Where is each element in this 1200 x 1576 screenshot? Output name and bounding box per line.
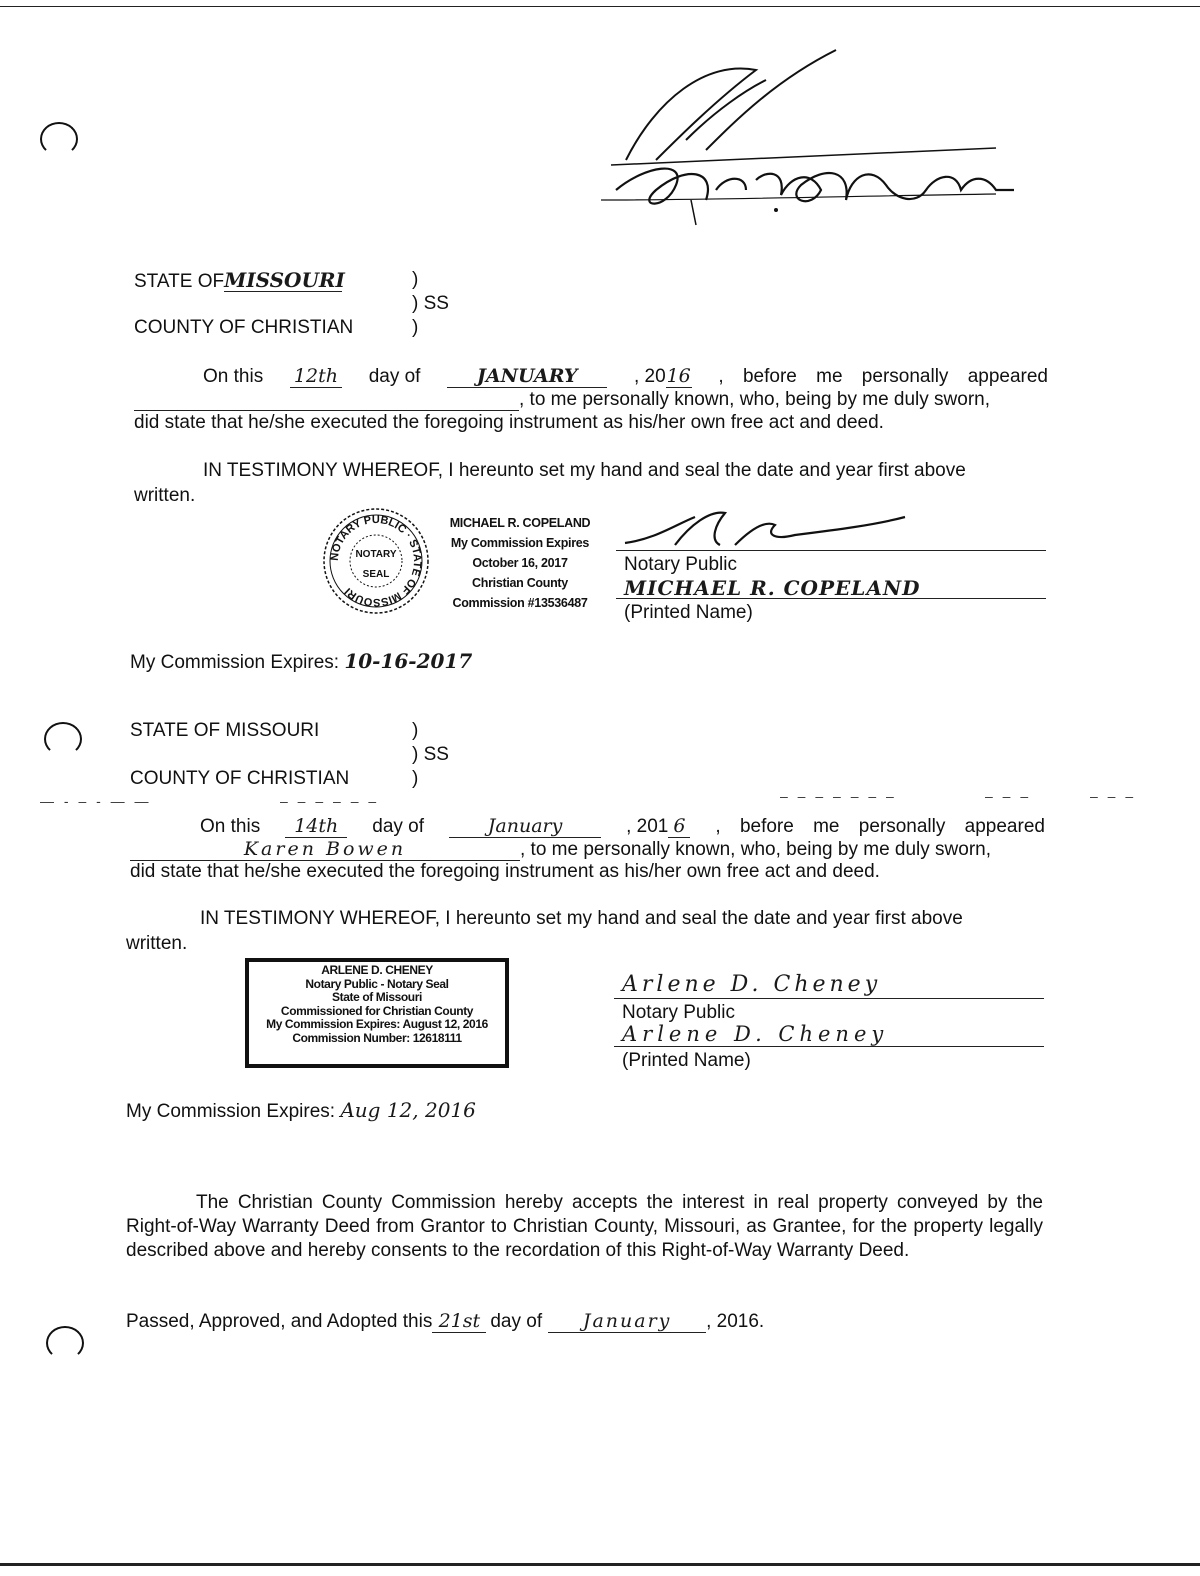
on-this-text: On this [200,816,261,837]
stamp-line: Notary Public - Notary Seal [305,976,449,991]
county-label: COUNTY OF CHRISTIAN [134,317,354,338]
printed-name-line [616,598,1046,599]
day-of-text: day of [368,366,421,387]
signature-line [616,550,1046,551]
on-this-text: On this [203,366,264,387]
month-handwritten: January [449,815,601,838]
seal-info-line: Commission #13536487 [452,596,588,610]
signature-line [614,998,1044,999]
state-handwritten: MISSOURI [224,268,345,292]
commission-label: My Commission Expires: [126,1101,336,1122]
notary2-signature-handwritten: Arlene D. Cheney [622,972,882,997]
written-text: written. [126,933,188,954]
bottom-border [0,1563,1200,1566]
seal-info-line: October 16, 2017 [472,556,568,570]
commission-expires-2 [126,1099,476,1123]
punch-hole-icon [40,122,78,156]
notary-public-label: Notary Public [622,1002,735,1023]
executed-text: did state that he/she executed the foregoing instrument as his/her own free act and deed. [134,412,884,433]
executed-text: did state that he/she executed the foregoing instrument as his/her own free act and deed. [130,861,880,882]
scan-artifact: – – – [1090,788,1137,804]
notary-public-label: Notary Public [624,554,737,575]
printed-name-label: (Printed Name) [622,1050,751,1071]
commission-label: My Commission Expires: [130,652,340,673]
punch-hole-icon [46,1326,84,1360]
top-border [0,6,1200,7]
notary1-signature [615,505,915,555]
passed-day-handwritten: 21st [432,1310,486,1333]
punch-hole-icon [44,722,82,756]
passed-line [126,1310,764,1333]
day-of-text: day of [372,816,425,837]
scan-artifact: – – – [985,788,1032,804]
notary-stamp [245,958,509,1068]
appeared-name-handwritten: Karen Bowen [130,838,520,861]
passed-day-of: day of [490,1311,543,1332]
year-prefix: , 201 [626,816,669,837]
year-handwritten: 16 [666,365,691,387]
passed-prefix: Passed, Approved, and Adopted this [126,1311,433,1332]
day-handwritten: 14th [285,815,347,838]
scan-artifact: – – – – – – – [780,788,897,804]
paren: ) [412,720,419,741]
appeared-name-field [134,410,519,411]
seal-info-line: Christian County [472,576,568,590]
testimony-text: IN TESTIMONY WHEREOF, I hereunto set my hand and seal the date and year first above [203,460,966,481]
acceptance-paragraph: The Christian County Commission hereby accepts the interest in real property conveyed by the Right-of-Way Warranty Deed from Grantor to Christian County, Missouri, as Grantee, for the property legally described above and hereby consents to the recordation of this Right-of-Way Warranty Deed. [126,1192,1043,1261]
passed-suffix: , 2016. [706,1311,765,1332]
notary-seal-round [320,505,432,617]
known-text: , to me personally known, who, being by me duly sworn, [520,839,992,860]
county-label: COUNTY OF CHRISTIAN [130,768,350,789]
month-handwritten: JANUARY [447,365,607,388]
stamp-line: ARLENE D. CHENEY [321,963,433,977]
stamp-line: Commissioned for Christian County [280,1003,474,1018]
seal-info-line: MICHAEL R. COPELAND [449,516,591,530]
seal-center-seal: SEAL [362,569,390,580]
commission-value-handwritten: Aug 12, 2016 [340,1098,476,1122]
paren: ) [412,768,419,789]
state-of-text: STATE OF [134,271,225,292]
ss-label: ) SS [412,293,449,314]
before-text: , before me personally appeared [718,366,1048,387]
paren: ) [412,269,419,290]
signature-top [596,40,1016,230]
before-text: , before me personally appeared [715,816,1045,837]
notary2-line2 [130,838,1045,861]
scan-artifact: – – – – – – [280,793,380,809]
year-handwritten: 6 [668,815,690,838]
printed-name-handwritten: MICHAEL R. COPELAND [624,576,921,600]
state-label [134,268,345,293]
stamp-line: State of Missouri [332,990,422,1004]
testimony-text: IN TESTIMONY WHEREOF, I hereunto set my hand and seal the date and year first above [200,908,963,929]
notary1-line1 [203,365,1048,388]
year-prefix: , 20 [633,366,666,387]
printed-name-line [614,1046,1044,1047]
seal-info-line: My Commission Expires [450,536,590,550]
state-label: STATE OF MISSOURI [130,720,320,741]
paren: ) [412,317,419,338]
commission-value-handwritten: 10-16-2017 [344,649,473,673]
scan-artifact: — - – - — — [40,793,152,809]
seal-info [440,513,600,613]
seal-center-notary: NOTARY [355,549,397,560]
svg-text:NOTARY PUBLIC · STATE OF MISSO [329,514,423,608]
day-handwritten: 12th [290,365,342,388]
notary2-line1 [200,815,1045,838]
printed-name-handwritten: Arlene D. Cheney [622,1022,889,1046]
known-text: , to me personally known, who, being by me duly sworn, [519,389,991,410]
notary1-line2 [134,389,1048,411]
stamp-line: Commission Number: 12618111 [292,1030,462,1045]
ss-label: ) SS [412,744,449,765]
seal-ring-text: NOTARY PUBLIC · STATE OF MISSOURI [328,513,424,609]
printed-name-label: (Printed Name) [624,602,753,623]
passed-month-handwritten: January [548,1310,706,1333]
written-text: written. [134,485,196,506]
stamp-line: My Commission Expires: August 12, 2016 [266,1017,488,1031]
commission-expires-1 [130,650,472,674]
